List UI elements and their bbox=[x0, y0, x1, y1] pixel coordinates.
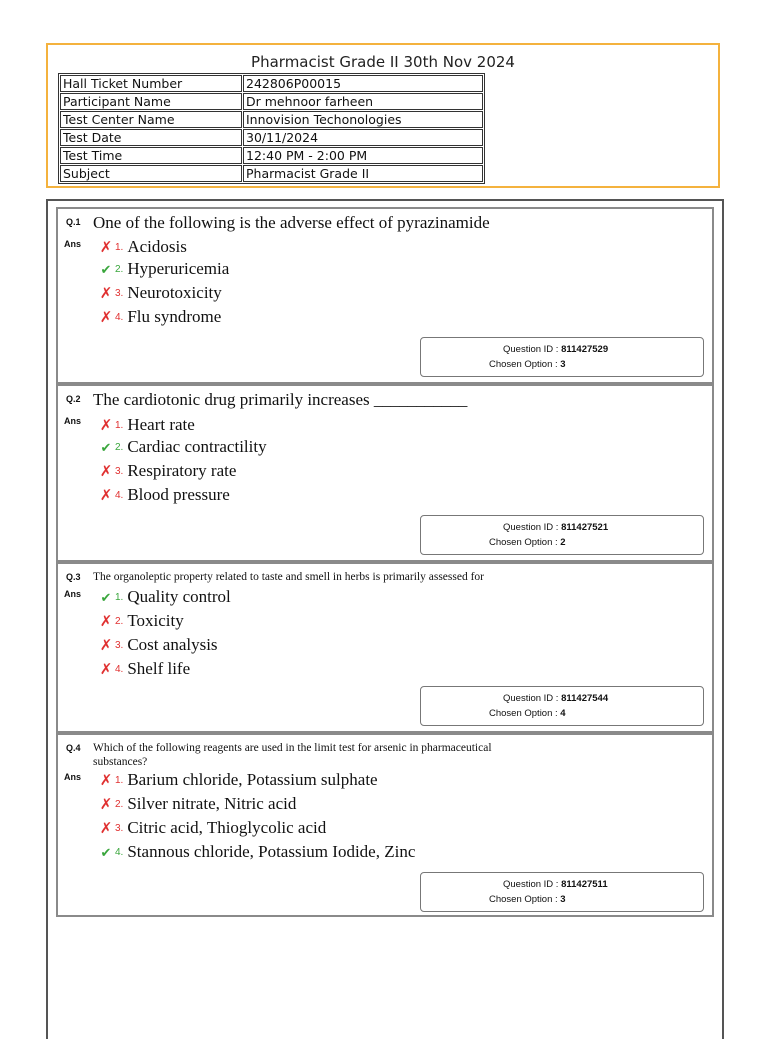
option-text: Acidosis bbox=[127, 237, 187, 256]
cross-icon: ✗ bbox=[99, 238, 113, 256]
info-label: Participant Name bbox=[60, 93, 242, 110]
question-id-value: 811427511 bbox=[561, 879, 608, 890]
question-meta-box bbox=[420, 337, 704, 377]
question-number: Q.3 bbox=[66, 572, 81, 582]
option-item bbox=[98, 282, 222, 304]
option-text: Quality control bbox=[127, 587, 231, 606]
option-number: 2. bbox=[115, 615, 124, 627]
question-id-label: Question ID : bbox=[503, 693, 559, 704]
ans-label: Ans bbox=[64, 772, 82, 782]
question-id-value: 811427521 bbox=[561, 522, 609, 533]
question-number: Q.1 bbox=[66, 217, 81, 227]
check-icon: ✔ bbox=[100, 439, 112, 455]
chosen-option-line bbox=[489, 708, 566, 719]
option-text: Silver nitrate, Nitric acid bbox=[127, 794, 297, 813]
option-text: Heart rate bbox=[127, 415, 195, 434]
question-number: Q.4 bbox=[66, 743, 81, 753]
option-item bbox=[98, 460, 236, 482]
option-item bbox=[98, 658, 190, 680]
cross-icon: ✗ bbox=[99, 462, 113, 480]
info-value: Pharmacist Grade II bbox=[243, 165, 483, 182]
option-item bbox=[98, 841, 415, 863]
option-item bbox=[98, 634, 218, 656]
cross-icon: ✗ bbox=[99, 819, 113, 837]
option-number: 3. bbox=[115, 287, 124, 299]
candidate-info-table bbox=[58, 73, 485, 184]
chosen-option-value: 3 bbox=[560, 359, 566, 370]
option-item bbox=[98, 586, 231, 608]
question-card bbox=[56, 384, 714, 562]
chosen-option-line bbox=[489, 359, 566, 370]
option-number: 4. bbox=[115, 311, 124, 323]
chosen-option-value: 3 bbox=[560, 894, 566, 905]
question-id-value: 811427529 bbox=[561, 344, 609, 355]
option-number: 3. bbox=[115, 822, 124, 834]
option-item bbox=[98, 436, 267, 458]
option-text: Neurotoxicity bbox=[127, 283, 222, 302]
info-row bbox=[60, 111, 483, 128]
question-text: Which of the following reagents are used in the limit test for arsenic in pharmaceutical substances? bbox=[93, 742, 492, 768]
option-item bbox=[98, 769, 378, 791]
info-value: Innovision Techonologies bbox=[243, 111, 483, 128]
info-row bbox=[60, 75, 483, 92]
question-card bbox=[56, 207, 714, 384]
cross-icon: ✗ bbox=[99, 308, 113, 326]
option-item bbox=[98, 793, 296, 815]
option-item bbox=[98, 306, 221, 328]
option-number: 4. bbox=[115, 846, 124, 858]
question-meta-box bbox=[420, 872, 704, 912]
chosen-option-line bbox=[489, 537, 566, 548]
chosen-option-line bbox=[489, 894, 566, 905]
chosen-option-label: Chosen Option : bbox=[489, 708, 558, 719]
cross-icon: ✗ bbox=[99, 771, 113, 789]
check-icon: ✔ bbox=[100, 261, 112, 277]
exam-title: Pharmacist Grade II 30th Nov 2024 bbox=[251, 53, 515, 71]
option-item bbox=[98, 236, 187, 258]
chosen-option-label: Chosen Option : bbox=[489, 359, 558, 370]
ans-label: Ans bbox=[64, 416, 82, 426]
question-id-value: 811427544 bbox=[561, 693, 609, 704]
option-number: 2. bbox=[115, 441, 124, 453]
info-value: 30/11/2024 bbox=[243, 129, 483, 146]
question-id-line bbox=[503, 693, 608, 704]
question-id-label: Question ID : bbox=[503, 879, 559, 890]
option-item bbox=[98, 817, 326, 839]
info-value: Dr mehnoor farheen bbox=[243, 93, 483, 110]
cross-icon: ✗ bbox=[99, 416, 113, 434]
check-icon: ✔ bbox=[100, 844, 112, 860]
option-number: 2. bbox=[115, 263, 124, 275]
option-text: Shelf life bbox=[127, 659, 191, 678]
info-label: Test Center Name bbox=[60, 111, 242, 128]
info-label: Subject bbox=[60, 165, 242, 182]
question-text: The cardiotonic drug primarily increases ___________ bbox=[93, 390, 468, 409]
option-text: Barium chloride, Potassium sulphate bbox=[127, 770, 378, 789]
option-text: Toxicity bbox=[127, 611, 184, 630]
question-meta-box bbox=[420, 686, 704, 726]
info-row bbox=[60, 129, 483, 146]
info-label: Test Date bbox=[60, 129, 242, 146]
question-text: One of the following is the adverse effect of pyrazinamide bbox=[93, 213, 490, 232]
info-label: Hall Ticket Number bbox=[60, 75, 242, 92]
info-value: 242806P00015 bbox=[243, 75, 483, 92]
cross-icon: ✗ bbox=[99, 660, 113, 678]
question-card bbox=[56, 733, 714, 917]
cross-icon: ✗ bbox=[99, 636, 113, 654]
chosen-option-label: Chosen Option : bbox=[489, 537, 558, 548]
question-card bbox=[56, 562, 714, 733]
info-row bbox=[60, 147, 483, 164]
option-text: Blood pressure bbox=[127, 485, 230, 504]
question-id-line bbox=[503, 344, 608, 355]
cross-icon: ✗ bbox=[99, 795, 113, 813]
option-number: 1. bbox=[115, 419, 124, 431]
option-item bbox=[98, 610, 184, 632]
ans-label: Ans bbox=[64, 589, 82, 599]
cross-icon: ✗ bbox=[99, 486, 113, 504]
info-row bbox=[60, 93, 483, 110]
option-item bbox=[98, 258, 229, 280]
chosen-option-label: Chosen Option : bbox=[489, 894, 558, 905]
cross-icon: ✗ bbox=[99, 284, 113, 302]
option-text: Cardiac contractility bbox=[127, 437, 267, 456]
option-number: 4. bbox=[115, 489, 124, 501]
info-row bbox=[60, 165, 483, 182]
option-number: 4. bbox=[115, 663, 124, 675]
option-number: 1. bbox=[115, 591, 124, 603]
question-number: Q.2 bbox=[66, 394, 81, 404]
info-label: Test Time bbox=[60, 147, 242, 164]
question-id-line bbox=[503, 522, 608, 533]
option-number: 2. bbox=[115, 798, 124, 810]
option-number: 3. bbox=[115, 639, 124, 651]
option-text: Cost analysis bbox=[127, 635, 218, 654]
option-number: 1. bbox=[115, 241, 124, 253]
option-item bbox=[98, 414, 195, 436]
option-number: 1. bbox=[115, 774, 124, 786]
exam-header bbox=[46, 43, 720, 188]
option-number: 3. bbox=[115, 465, 124, 477]
question-id-line bbox=[503, 879, 608, 890]
cross-icon: ✗ bbox=[99, 612, 113, 630]
question-text: The organoleptic property related to taste and smell in herbs is primarily assessed for bbox=[93, 571, 484, 583]
check-icon: ✔ bbox=[100, 589, 112, 605]
info-value: 12:40 PM - 2:00 PM bbox=[243, 147, 483, 164]
option-item bbox=[98, 484, 230, 506]
chosen-option-value: 4 bbox=[560, 708, 566, 719]
question-meta-box bbox=[420, 515, 704, 555]
question-id-label: Question ID : bbox=[503, 344, 559, 355]
option-text: Stannous chloride, Potassium Iodide, Zinc bbox=[127, 842, 416, 861]
option-text: Hyperuricemia bbox=[127, 259, 230, 278]
chosen-option-value: 2 bbox=[560, 537, 566, 548]
ans-label: Ans bbox=[64, 239, 82, 249]
option-text: Flu syndrome bbox=[127, 307, 222, 326]
option-text: Citric acid, Thioglycolic acid bbox=[127, 818, 327, 837]
option-text: Respiratory rate bbox=[127, 461, 237, 480]
question-id-label: Question ID : bbox=[503, 522, 559, 533]
